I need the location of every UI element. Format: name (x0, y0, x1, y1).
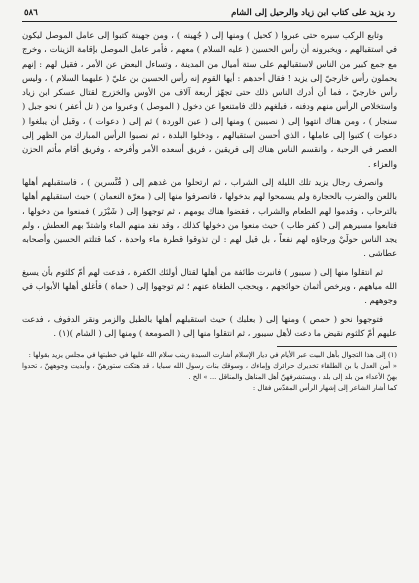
page-number: ٥٨٦ (24, 8, 38, 18)
main-text (22, 28, 397, 340)
footnote: كما أشار الشاعر إلى إشهار الرأس المقدّس فقال : (252, 384, 397, 393)
footnotes (22, 350, 397, 394)
paragraph: فتوجهوا نحو ( حمص ) ومنها إلى ( بعلبك ) حيث استقبلهم أهلها بالطبل والزمر ونقر الدفوف ، فدعت عليهم أمّ كلثوم نقيض ما دعت لأهل سيبور ، ثم انتقلوا منها إلى ( الصومعة ) ومنها إلى ( الشام )(١) . (22, 313, 397, 338)
footnote-rule (277, 346, 397, 347)
paragraph: وتابع الركب سيره حتى عبروا ( كحيل ) ومنها إلى ( جُهينه ) ، ومن جهينة كتبوا إلى عامل الموصل ليكون في استقبالهم ، ويخبرونه أن رأس الحسين ( عليه السلام ) معهم ، فأمر عامل الموصل بإقامة الزينات ، وخرج مع جمع كبير من الناس لاستقبالهم على ستة أميال من المدينة ، وتساءل البعض عن الأمر ، فقيل لهم : إنهم يحملون رأس خارجيّ إلى يزيد ! فقال أحدهم : أيها القوم إنه رأس الحسين بن عليّ ( عليهما السلام ) ، وليس رأس خارجيّ ، فما أن أدرك الناس ذلك حتى تجهّز أربعة آلاف من الأوس والخزرج لقتال عسكر ابن زياد واستخلاص الرأس منهم ودفنه ، فبلغهم ذلك فامتنعوا عن دخول ( الموصل ) وعبروا من ( تل أعفر ) نحو جبل ( سنجار ) ، ومن هناك انتهوا إلى ( نصيبين ) ومنها إلى ( عين الوردة ) ثم إلى ( دعوات ) ، وقبل أن يبلغوا ( دعوات ) كتبوا إلى عاملها ، الذي أحسن استقبالهم ، ودخلوا البلدة ، ثم نصبوا الرأس المبارك من الظهر إلى العصر في الرحبة ، وانقسم الناس هناك إلى فريقين ، فريق أسعده الأمر وأفرحه ، وفريق أقام مأتم الحزن والعزاء . (22, 30, 397, 169)
page-header (22, 6, 397, 21)
paragraph: ثم انتقلوا منها إلى ( سيبور ) فانبرت طائفة من أهلها لقتال أولئك الكفرة ، فدعت لهم أمّ كلثوم بأن يسيغ الله مياههم ، ويرخص أثمان حوائجهم ، ويحجب الطغاة عنهم ؛ ثم توجهوا إلى ( حماة ) فأغلق أهلها الأبواب في وجوههم . (22, 266, 397, 306)
header-rule (22, 21, 397, 22)
footnote-quote: « أمن العدل يا بن الطلقاء تخديرك حرائرك وإماءك ، وسوقك بنات رسول الله سبايا ، قد هتكت ستورهنّ ، وأبديت وجوههنّ ، تحدوا بهنّ الأعداء من بلد إلى بلد ، ويستشرفهنّ أهل المناهل والمناقل ... » الخ . (22, 362, 397, 382)
footnote: (١) إلى هذا التجوال بأهل البيت عبر الأيام في ديار الإسلام أشارت السيدة زينب سلام الله عليها في خطبتها في مجلس يزيد بقولها : (28, 351, 397, 360)
running-title: رد يزيد على كتاب ابن زياد والرحيل إلى الشام (231, 8, 395, 18)
paragraph: وانصرف رجال يزيد تلك الليلة إلى الشراب ، ثم ارتحلوا من غدهم إلى ( قُنَّسرين ) ، فاستقبلهم أهلها باللعن والضرب بالحجارة ولم يسمحوا لهم بدخولها ، فانصرفوا منها إلى ( معرّة النعمان ) حيث استقبلهم أهلها بالترحاب ، وقدموا لهم الطعام والشراب ، فقضوا هناك يومهم ، ثم توجهوا إلى ( شَيْزَر ) فمنعوا من دخولها ، فتابعوا مسيرهم إلى ( كفر طاب ) حيث منعوا من دخولها كذلك ، وقد نفد منهم الماء واشتدّ بهم العطش ، ولم يجد الناس حولَيْ ورجاؤه لهم نفعاً ، بل قيل لهم : لن تذوقوا قطرة ماء واحدة ، كما قتلتم الحسين وأصحابه عطاشى . (22, 176, 397, 259)
